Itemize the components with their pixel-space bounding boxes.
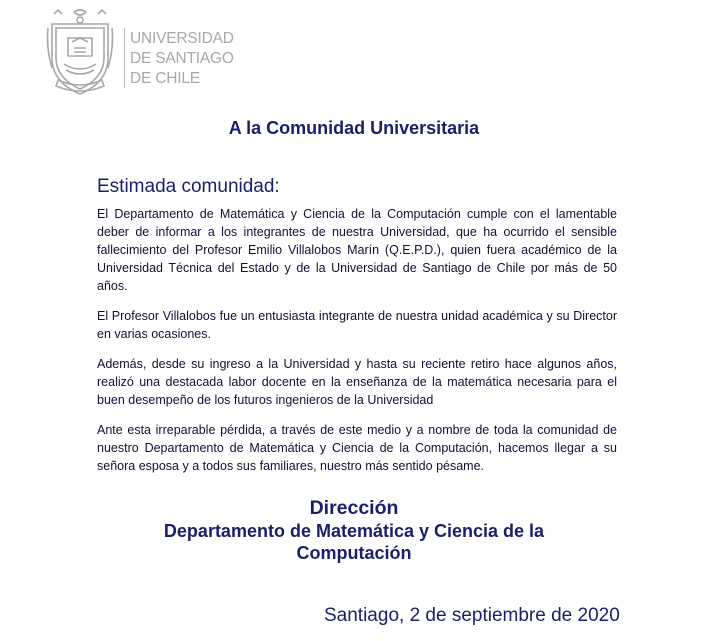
university-name: [130, 29, 234, 89]
signature-department: Departamento de Matemática y Ciencia de la: [163, 521, 545, 541]
signature-block: [0, 496, 708, 564]
university-logo: [44, 8, 234, 100]
logo-divider: [124, 28, 125, 88]
paragraph-1: El Departamento de Matemática y Ciencia de la Computación cumple con el lamentable deber de informar a los integrantes de nuestra Universidad, que ha ocurrido el sensible fallecimiento del Profesor Emilio Villalobos Marín (Q.E.P.D.), quien fuera académico de la Universidad Técnica del Estado y de la Universidad de Santiago de Chile por más de 50 años.: [97, 207, 617, 293]
logo-line-3: DE CHILE: [130, 70, 200, 87]
logo-line-1: UNIVERSIDAD: [130, 30, 234, 47]
paragraph-3: Además, desde su ingreso a la Universidad y hasta su reciente retiro hace algunos años, realizó una destacada labor docente en la enseñanza de la matemática necesaria para el buen desempeño de los futuros ingenieros de la Universidad: [97, 357, 617, 407]
page-title: A la Comunidad Universitaria: [228, 118, 480, 138]
signature-department-cont: Computación: [296, 543, 412, 563]
letter-date: Santiago, 2 de septiembre de 2020: [324, 605, 620, 626]
letter-body: [97, 205, 617, 487]
greeting: Estimada comunidad:: [97, 176, 280, 197]
signature-title: Dirección: [309, 497, 399, 519]
paragraph-4: Ante esta irreparable pérdida, a través de este medio y a nombre de toda la comunidad de nuestro Departamento de Matemática y Ciencia de la Computación, hacemos llegar a su señora esposa y a todos sus familiares, nuestro más sentido pésame.: [97, 423, 617, 473]
logo-line-2: DE SANTIAGO: [130, 50, 234, 67]
university-crest-icon: [44, 8, 116, 98]
paragraph-2: El Profesor Villalobos fue un entusiasta integrante de nuestra unidad académica y su Director en varias ocasiones.: [97, 309, 617, 341]
